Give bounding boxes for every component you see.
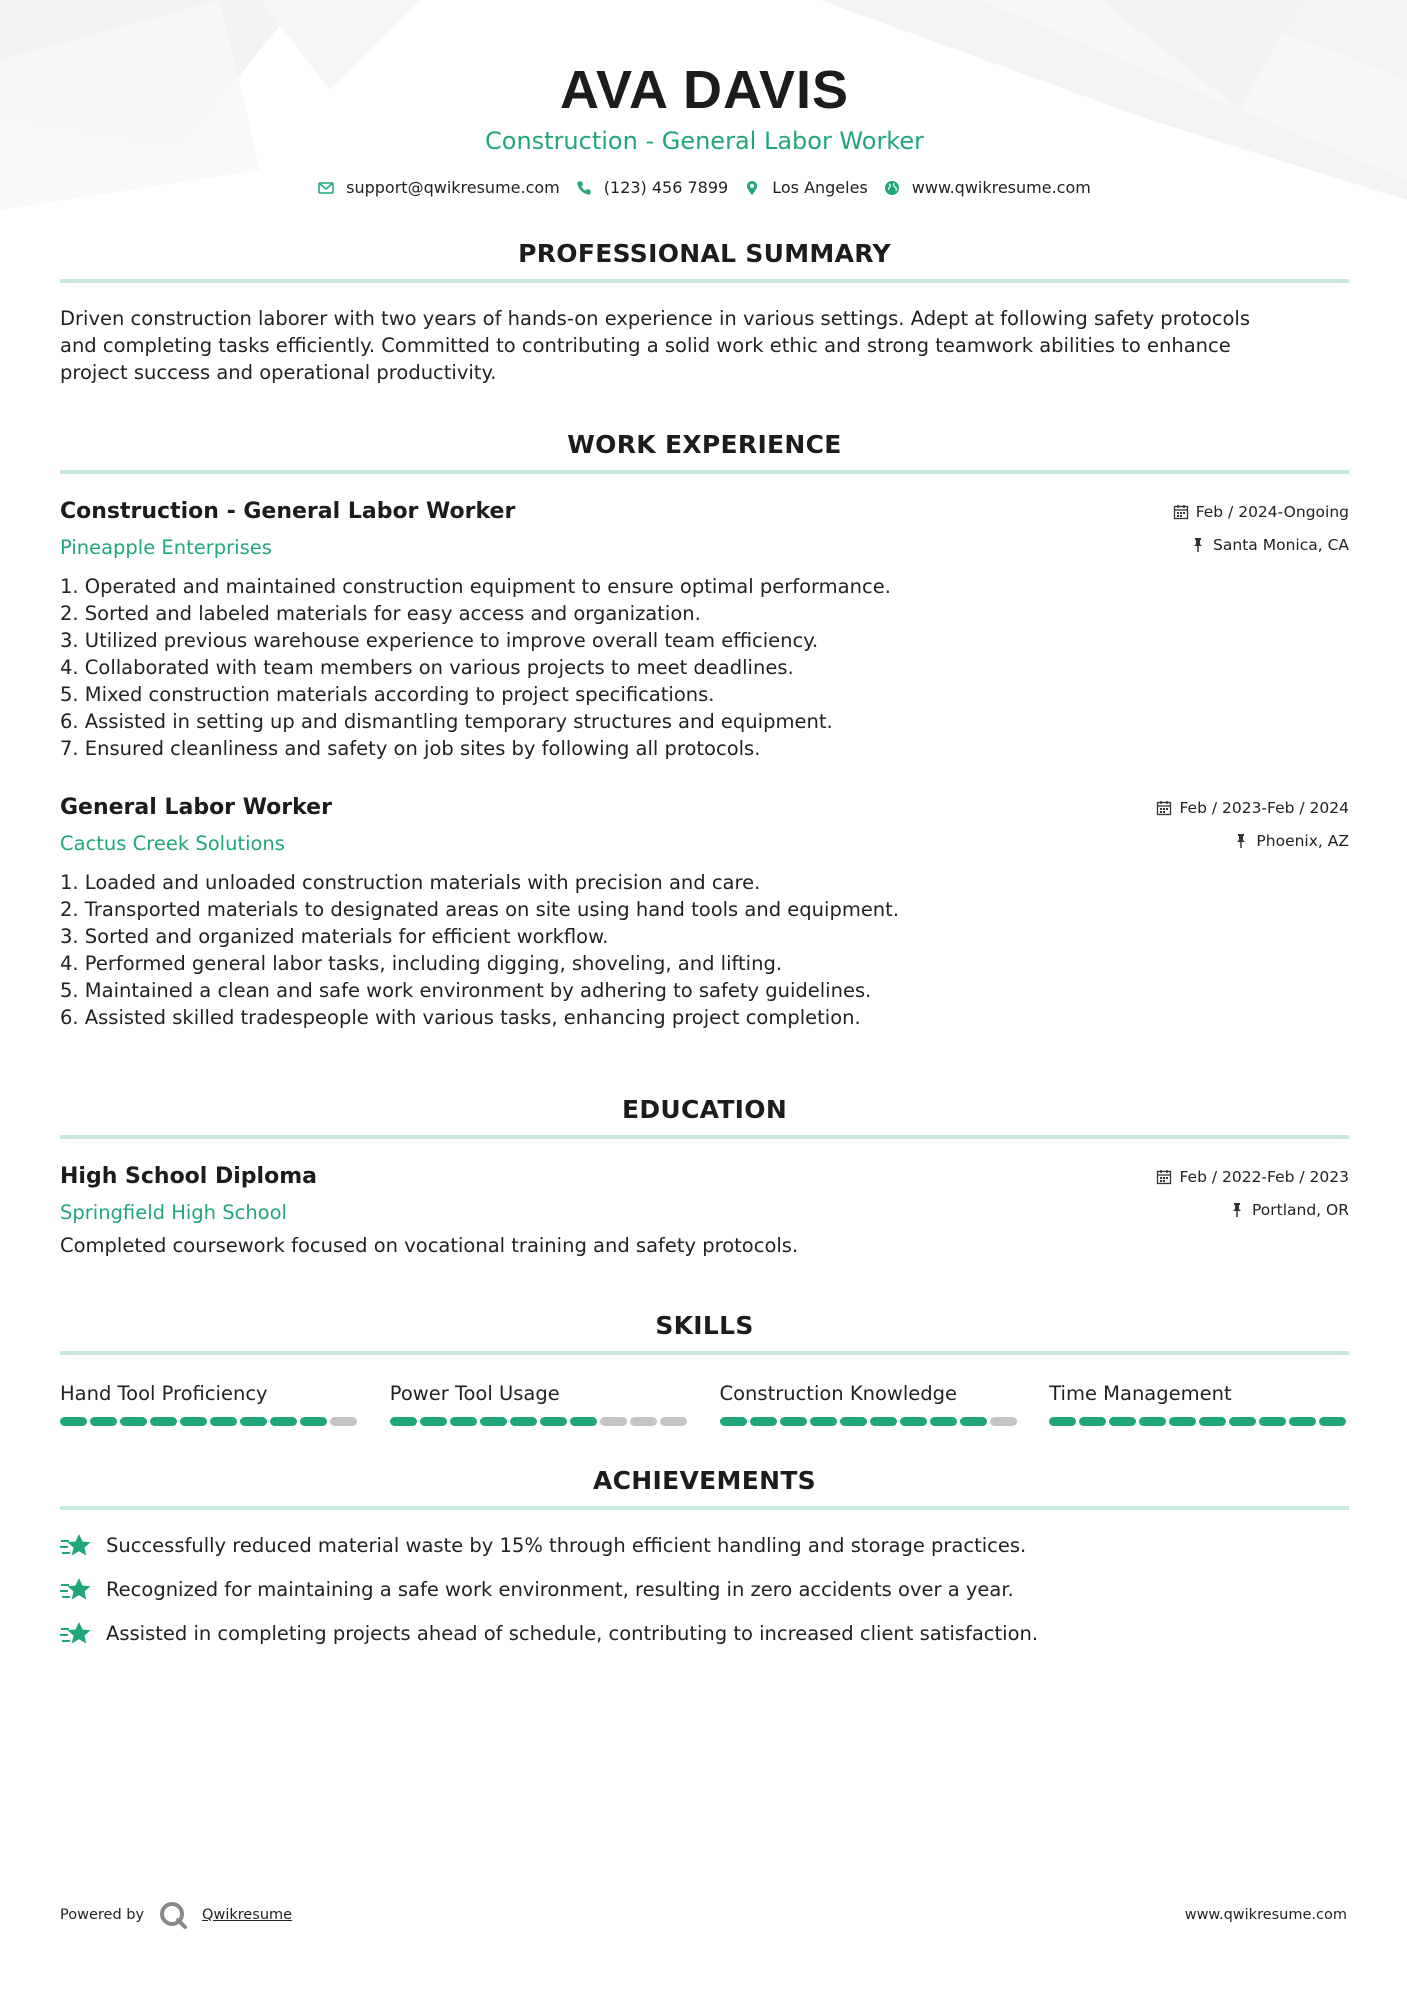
achievement-item xyxy=(60,1620,1349,1647)
contact-location xyxy=(744,178,868,197)
job-location xyxy=(1156,831,1349,851)
list-item: 2. Sorted and labeled materials for easy access and organization. xyxy=(60,602,701,625)
skill-dot-filled xyxy=(1229,1417,1256,1426)
education-dates xyxy=(1156,1167,1349,1187)
skill-dot-filled xyxy=(1319,1417,1346,1426)
section-divider xyxy=(60,1135,1349,1139)
star-icon xyxy=(60,1621,92,1647)
calendar-icon xyxy=(1173,504,1189,520)
list-item: 3. Sorted and organized materials for efficient workflow. xyxy=(60,925,609,948)
skill-dot-filled xyxy=(420,1417,447,1426)
skill-rating-bar xyxy=(720,1417,1020,1426)
skill-dot-empty xyxy=(330,1417,357,1426)
education-dates-text: Feb / 2022-Feb / 2023 xyxy=(1179,1168,1349,1186)
job-entry xyxy=(60,498,1349,762)
skill-dot-filled xyxy=(120,1417,147,1426)
skill-name: Power Tool Usage xyxy=(389,1382,560,1405)
skill-dot-filled xyxy=(540,1417,567,1426)
education-location xyxy=(1156,1200,1349,1220)
location-text: Los Angeles xyxy=(772,178,868,197)
phone-text: (123) 456 7899 xyxy=(603,178,729,197)
skill-name: Hand Tool Proficiency xyxy=(60,1382,268,1405)
contact-phone[interactable] xyxy=(576,178,728,197)
pushpin-icon xyxy=(1229,1202,1245,1218)
education-section xyxy=(60,1095,1349,1259)
contact-email[interactable] xyxy=(318,178,560,197)
skill-dot-filled xyxy=(1139,1417,1166,1426)
globe-icon xyxy=(884,180,900,196)
list-item: 6. Assisted skilled tradespeople with various tasks, enhancing project completion. xyxy=(60,1006,861,1029)
job-duties xyxy=(60,869,1349,1031)
email-icon xyxy=(318,180,334,196)
job-meta xyxy=(1173,498,1349,555)
summary-section xyxy=(60,239,1349,386)
summary-line: project success and operational productivity. xyxy=(60,361,497,384)
star-icon xyxy=(60,1577,92,1603)
skill-dot-filled xyxy=(1259,1417,1286,1426)
achievements-section xyxy=(60,1466,1349,1647)
degree-title: High School Diploma xyxy=(60,1164,317,1189)
skill-dot-filled xyxy=(60,1417,87,1426)
brand-link[interactable]: Qwikresume xyxy=(202,1907,293,1923)
skill-dot-filled xyxy=(1079,1417,1106,1426)
resume-page xyxy=(60,0,1349,1647)
qwikresume-logo-icon xyxy=(158,1900,188,1930)
skill-dot-filled xyxy=(870,1417,897,1426)
calendar-icon xyxy=(1156,1169,1172,1185)
section-divider xyxy=(60,1351,1349,1355)
list-item: 6. Assisted in setting up and dismantling temporary structures and equipment. xyxy=(60,710,833,733)
skill-item xyxy=(1049,1381,1349,1426)
contact-bar xyxy=(60,178,1349,197)
experience-heading: WORK EXPERIENCE xyxy=(567,430,842,459)
skill-rating-bar xyxy=(60,1417,360,1426)
skills-heading: SKILLS xyxy=(655,1311,754,1340)
website-text: www.qwikresume.com xyxy=(911,178,1091,197)
education-entry xyxy=(60,1163,1349,1259)
list-item: 1. Operated and maintained construction equipment to ensure optimal performance. xyxy=(60,575,891,598)
contact-website[interactable] xyxy=(884,178,1091,197)
skill-rating-bar xyxy=(390,1417,690,1426)
skill-item xyxy=(60,1381,360,1426)
skill-dot-filled xyxy=(180,1417,207,1426)
education-heading: EDUCATION xyxy=(621,1095,788,1124)
footer-website[interactable]: www.qwikresume.com xyxy=(1184,1907,1347,1923)
skill-dot-filled xyxy=(900,1417,927,1426)
skill-dot-filled xyxy=(1199,1417,1226,1426)
pushpin-icon xyxy=(1190,537,1206,553)
resume-header xyxy=(60,0,1349,197)
skill-dot-filled xyxy=(750,1417,777,1426)
education-meta xyxy=(1156,1163,1349,1220)
section-divider xyxy=(60,279,1349,283)
achievements-heading: ACHIEVEMENTS xyxy=(593,1466,816,1495)
map-pin-icon xyxy=(744,180,760,196)
skill-dot-empty xyxy=(660,1417,687,1426)
job-title: General Labor Worker xyxy=(60,795,332,820)
skill-dot-filled xyxy=(840,1417,867,1426)
list-item: 3. Utilized previous warehouse experience to improve overall team efficiency. xyxy=(60,629,819,652)
achievement-text: Successfully reduced material waste by 15% through efficient handling and storage practices. xyxy=(106,1534,1027,1557)
phone-icon xyxy=(576,180,592,196)
skill-item xyxy=(390,1381,690,1426)
list-item: 2. Transported materials to designated areas on site using hand tools and equipment. xyxy=(60,898,900,921)
skill-dot-filled xyxy=(390,1417,417,1426)
education-location-text: Portland, OR xyxy=(1251,1201,1349,1219)
job-dates xyxy=(1156,798,1349,818)
list-item: 4. Performed general labor tasks, including digging, shoveling, and lifting. xyxy=(60,952,783,975)
skill-dot-empty xyxy=(600,1417,627,1426)
skill-dot-filled xyxy=(780,1417,807,1426)
skill-dot-filled xyxy=(720,1417,747,1426)
skill-item xyxy=(720,1381,1020,1426)
achievement-text: Recognized for maintaining a safe work environment, resulting in zero accidents over a year. xyxy=(106,1578,1014,1601)
summary-heading: PROFESSIONAL SUMMARY xyxy=(518,239,891,268)
skill-dot-filled xyxy=(570,1417,597,1426)
skill-dot-filled xyxy=(930,1417,957,1426)
skill-dot-filled xyxy=(480,1417,507,1426)
job-title: Construction - General Labor Worker xyxy=(60,499,516,524)
skill-dot-filled xyxy=(510,1417,537,1426)
job-dates-text: Feb / 2024-Ongoing xyxy=(1195,503,1349,521)
skill-dot-filled xyxy=(450,1417,477,1426)
list-item: 7. Ensured cleanliness and safety on job sites by following all protocols. xyxy=(60,737,761,760)
skill-dot-filled xyxy=(1049,1417,1076,1426)
achievement-item xyxy=(60,1576,1349,1603)
skill-dot-filled xyxy=(1109,1417,1136,1426)
list-item: 5. Mixed construction materials according to project specifications. xyxy=(60,683,715,706)
job-dates-text: Feb / 2023-Feb / 2024 xyxy=(1179,799,1349,817)
job-entry xyxy=(60,794,1349,1031)
page-footer xyxy=(60,1900,1347,1930)
skill-dot-filled xyxy=(240,1417,267,1426)
job-location-text: Santa Monica, CA xyxy=(1213,536,1349,554)
achievement-text: Assisted in completing projects ahead of schedule, contributing to increased client satisfaction. xyxy=(106,1622,1039,1645)
summary-text xyxy=(60,305,1349,386)
skill-dot-filled xyxy=(90,1417,117,1426)
list-item: 4. Collaborated with team members on various projects to meet deadlines. xyxy=(60,656,794,679)
summary-line: and completing tasks efficiently. Committed to contributing a solid work ethic and strong teamwork abilities to enhance xyxy=(60,334,1231,357)
candidate-role: Construction - General Labor Worker xyxy=(485,127,924,155)
section-divider xyxy=(60,470,1349,474)
pushpin-icon xyxy=(1233,833,1249,849)
skill-dot-filled xyxy=(300,1417,327,1426)
job-meta xyxy=(1156,794,1349,851)
achievements-list xyxy=(60,1532,1349,1647)
skill-rating-bar xyxy=(1049,1417,1349,1426)
job-location-text: Phoenix, AZ xyxy=(1256,832,1349,850)
skill-dot-filled xyxy=(960,1417,987,1426)
skill-dot-filled xyxy=(210,1417,237,1426)
skills-list xyxy=(60,1381,1349,1426)
candidate-name: AVA DAVIS xyxy=(559,60,850,120)
skill-dot-filled xyxy=(1169,1417,1196,1426)
email-text: support@qwikresume.com xyxy=(346,178,560,197)
skill-name: Construction Knowledge xyxy=(719,1382,958,1405)
summary-line: Driven construction laborer with two years of hands-on experience in various settings. Adept at following safety protocols xyxy=(60,307,1251,330)
job-duties xyxy=(60,573,1349,762)
section-divider xyxy=(60,1506,1349,1510)
skill-dot-empty xyxy=(630,1417,657,1426)
job-location xyxy=(1173,535,1349,555)
powered-by xyxy=(60,1900,292,1930)
powered-by-label: Powered by xyxy=(60,1907,145,1923)
list-item: 1. Loaded and unloaded construction materials with precision and care. xyxy=(60,871,761,894)
skill-dot-empty xyxy=(990,1417,1017,1426)
calendar-icon xyxy=(1156,800,1172,816)
skills-section xyxy=(60,1311,1349,1426)
job-company: Pineapple Enterprises xyxy=(60,536,272,559)
experience-section xyxy=(60,430,1349,1031)
skill-dot-filled xyxy=(1289,1417,1316,1426)
job-company: Cactus Creek Solutions xyxy=(60,832,285,855)
list-item: 5. Maintained a clean and safe work environment by adhering to safety guidelines. xyxy=(60,979,872,1002)
skill-name: Time Management xyxy=(1049,1382,1232,1405)
skill-dot-filled xyxy=(270,1417,297,1426)
school-name: Springfield High School xyxy=(60,1201,287,1224)
skill-dot-filled xyxy=(810,1417,837,1426)
star-icon xyxy=(60,1533,92,1559)
achievement-item xyxy=(60,1532,1349,1559)
skill-dot-filled xyxy=(150,1417,177,1426)
education-description: Completed coursework focused on vocational training and safety protocols. xyxy=(60,1234,799,1257)
job-dates xyxy=(1173,502,1349,522)
